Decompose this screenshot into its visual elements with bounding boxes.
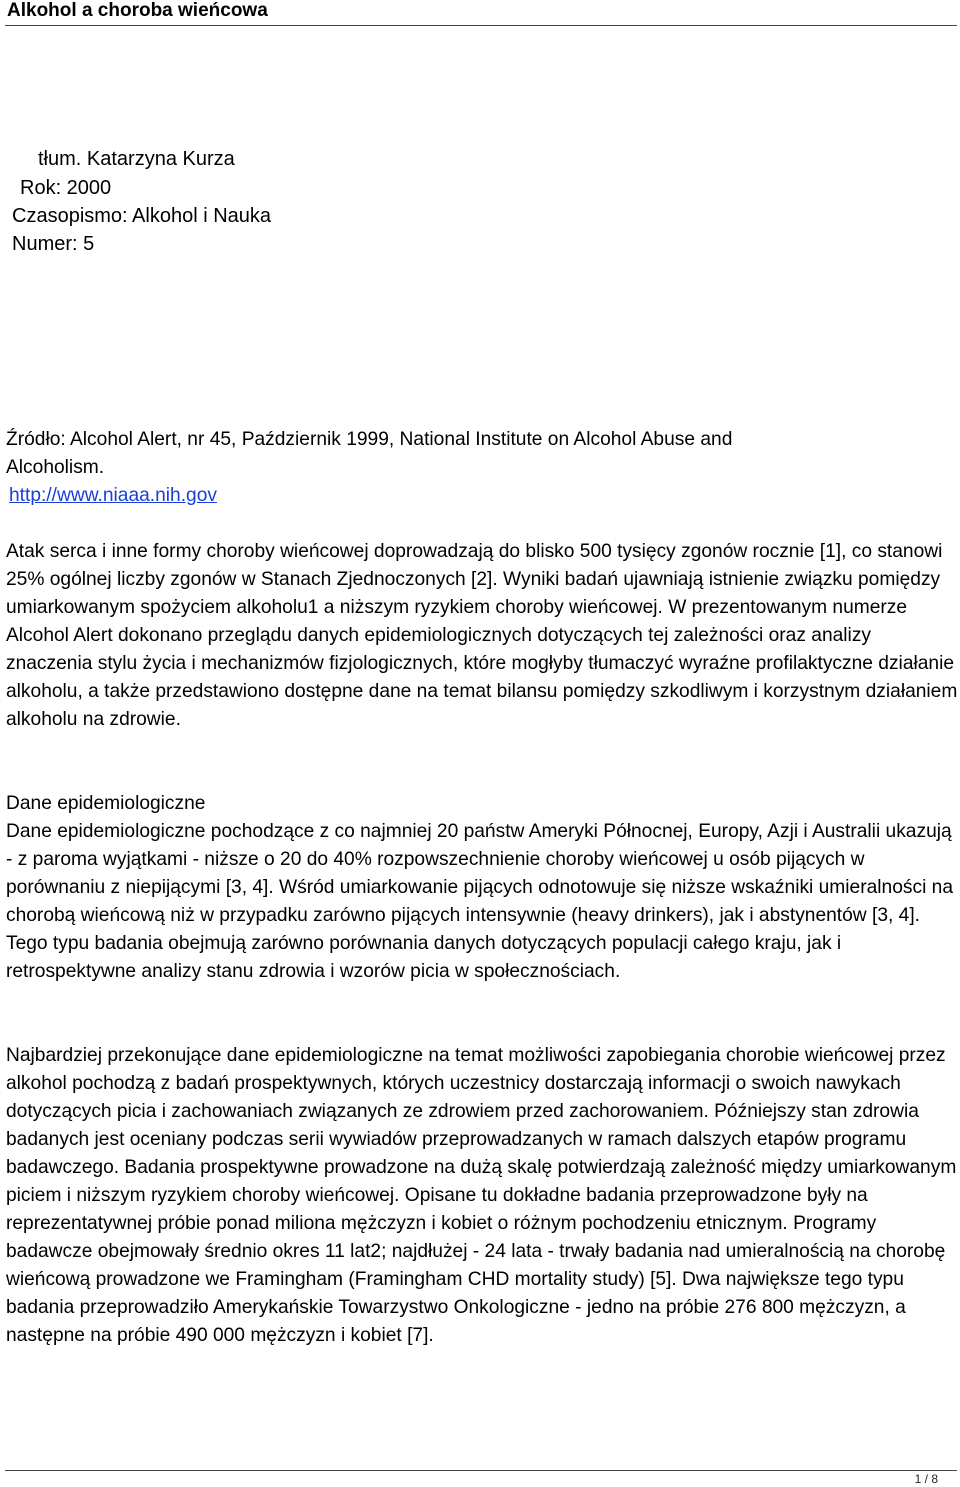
document-title: Alkohol a choroba wieńcowa: [7, 0, 268, 21]
epidemiology-paragraph: Dane epidemiologiczne pochodzące z co najmniej 20 państw Ameryki Północnej, Europy, Azji i Australii ukazują - z paroma wyjątkami - niższe o 20 do 40% rozpowszechnienie choroby wieńcowej u osób pijących w porównaniu z niepijącymi [3, 4]. Wśród umiarkowanie pijących odnotowuje się niższe wskaźniki umieralności na chorobą wieńcową niż w przypadku zarówno pijących intensywnie (heavy drinkers), jak i abstynentów [3, 4]. Tego typu badania obejmują zarówno porównania danych dotyczących populacji całego kraju, jak i retrospektywne analizy stanu zdrowia i wzorów picia w społecznościach.: [6, 821, 954, 982]
intro-paragraph: Atak serca i inne formy choroby wieńcowej doprowadzają do blisko 500 tysięcy zgonów rocznie [1], co stanowi 25% ogólnej liczby zgonów w Stanach Zjednoczonych [2]. Wyniki badań ujawniają istnienie związku pomiędzy umiarkowanym spożyciem alkoholu1 a niższym ryzykiem choroby wieńcowej. W prezentowanym numerze Alcohol Alert dokonano przeglądu danych epidemiologicznych dotyczących tej zależności oraz analizy znaczenia stylu życia i mechanizmów fizjologicznych, które mogłyby tłumaczyć wyraźne profilaktyczne działanie alkoholu, a także przedstawiono dostępne dane na temat bilansu pomiędzy szkodliwym i korzystnym działaniem alkoholu na zdrowie.: [6, 541, 958, 730]
section-heading-epidemiology: Dane epidemiologiczne: [6, 793, 206, 814]
footer-divider: [5, 1470, 957, 1471]
source-line-2: Alcoholism.: [6, 457, 105, 478]
page-number: 1 / 8: [914, 1472, 938, 1486]
source-link[interactable]: http://www.niaaa.nih.gov: [9, 485, 217, 506]
title-divider: [5, 25, 957, 26]
prospective-studies-paragraph: Najbardziej przekonujące dane epidemiologiczne na temat możliwości zapobiegania chorobie wieńcowej przez alkohol pochodzą z badań prospektywnych, których uczestnicy dostarczają informacji o swoich nawykach dotyczących picia i zachowaniach związanych ze zdrowiem przed zachorowaniem. Późniejszy stan zdrowia badanych jest oceniany podczas serii wywiadów przeprowadzanych w ramach dalszych etapów programu badawczego. Badania prospektywne prowadzone na dużą skalę potwierdzają zależność między umiarkowanym piciem i niższym ryzykiem choroby wieńcowej. Opisane tu dokładne badania przeprowadzone były na reprezentatywnej próbie ponad miliona mężczyzn i kobiet o różnym pochodzeniu etnicznym. Programy badawcze obejmowały średnio okres 11 lat2; najdłużej - 24 lata - trwały badania nad umieralnością na chorobę wieńcową prowadzone we Framingham (Framingham CHD mortality study) [5]. Dwa największe tego typu badania przeprowadziło Amerykańskie Towarzystwo Onkologiczne - jedno na próbie 276 800 mężczyzn, a następne na próbie 490 000 mężczyzn i kobiet [7].: [6, 1045, 957, 1346]
translator-line: tłum. Katarzyna Kurza: [38, 148, 235, 170]
source-line-1: Źródło: Alcohol Alert, nr 45, Październik 1999, National Institute on Alcohol Abuse and: [6, 429, 733, 450]
year-line: Rok: 2000: [20, 177, 112, 199]
journal-line: Czasopismo: Alkohol i Nauka: [12, 205, 272, 227]
issue-line: Numer: 5: [12, 233, 95, 255]
source-note: [6, 426, 958, 510]
